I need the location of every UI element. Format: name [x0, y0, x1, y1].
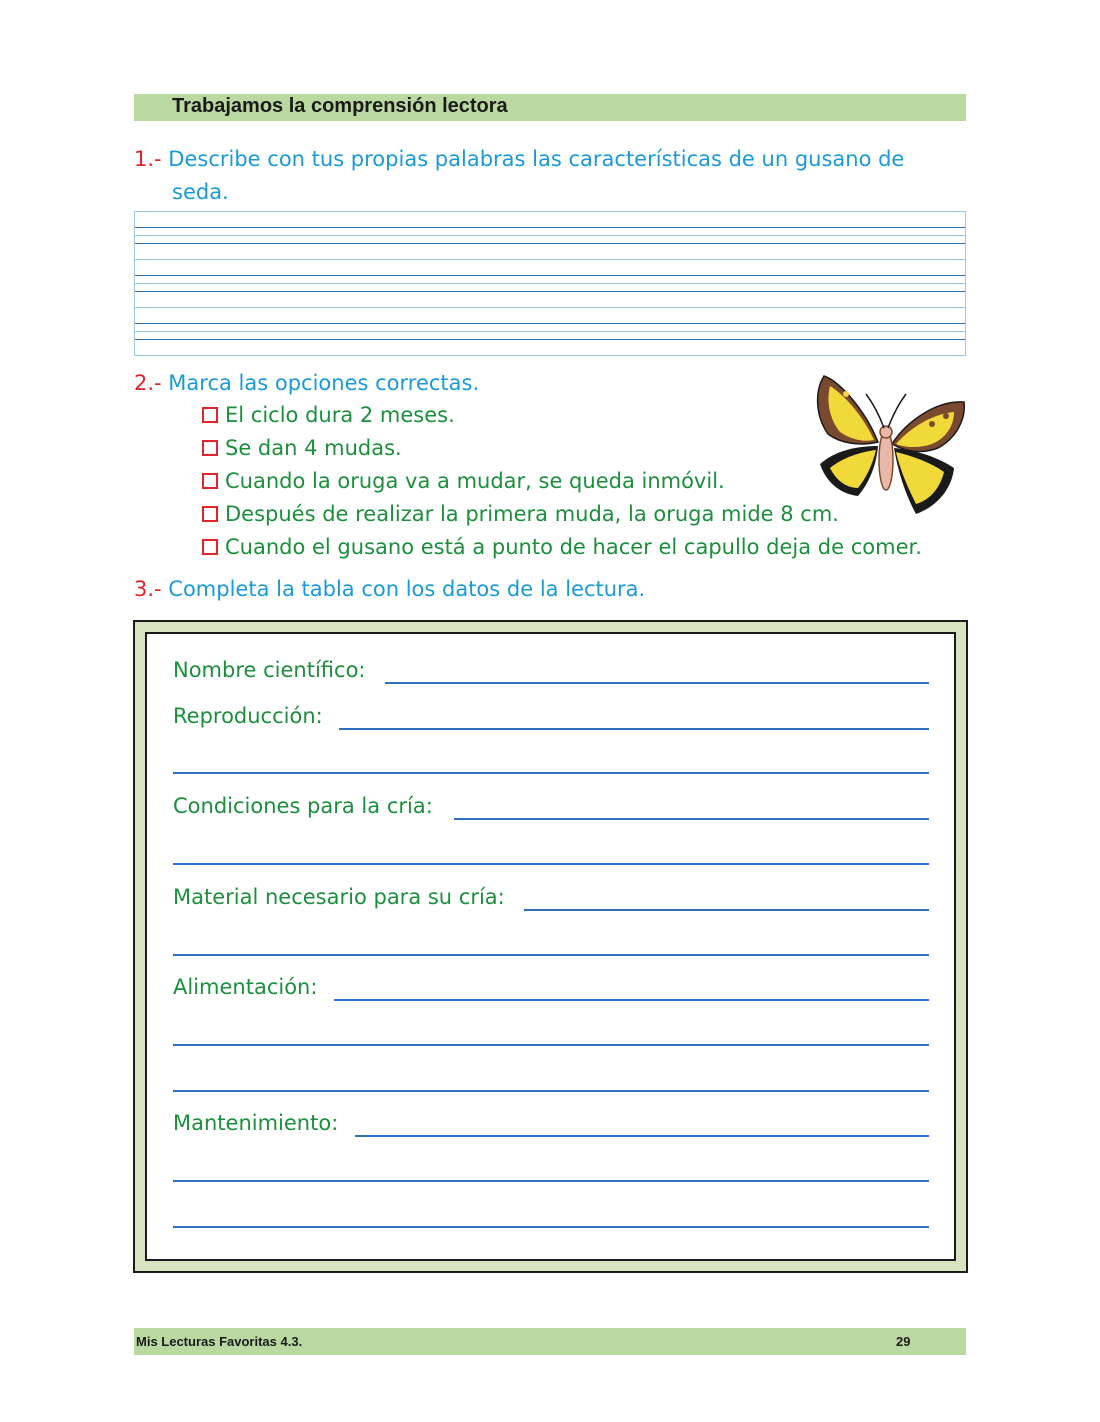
question-3-number: 3.-	[134, 577, 162, 601]
option-label: Cuando el gusano está a punto de hacer el capullo deja de comer.	[225, 535, 922, 559]
writing-guide-line	[135, 259, 965, 260]
option-label: Después de realizar la primera muda, la oruga mide 8 cm.	[225, 502, 839, 526]
answer-line-mantenimiento-2[interactable]	[173, 1180, 929, 1182]
answer-lines-box[interactable]	[134, 211, 966, 356]
answer-line-mantenimiento[interactable]	[355, 1135, 929, 1137]
question-2	[134, 367, 479, 400]
writing-line	[135, 323, 965, 324]
checkbox-icon[interactable]	[202, 506, 218, 522]
question-3	[134, 573, 645, 606]
question-2-number: 2.-	[134, 371, 162, 395]
section-title: Trabajamos la comprensión lectora	[172, 95, 508, 117]
checkbox-icon[interactable]	[202, 407, 218, 423]
writing-line	[135, 243, 965, 244]
answer-line-material-2[interactable]	[173, 954, 929, 956]
writing-line	[135, 339, 965, 340]
question-1-text-line1: Describe con tus propias palabras las características de un gusano de	[161, 147, 905, 171]
answer-line-reproduccion-2[interactable]	[173, 772, 929, 774]
answer-line-material[interactable]	[524, 909, 929, 911]
writing-guide-line	[135, 283, 965, 284]
option-label: Cuando la oruga va a mudar, se queda inmóvil.	[225, 469, 725, 493]
option-label: El ciclo dura 2 meses.	[225, 403, 455, 427]
writing-guide-line	[135, 331, 965, 332]
writing-line	[135, 291, 965, 292]
checkbox-icon[interactable]	[202, 440, 218, 456]
question-2-text: Marca las opciones correctas.	[161, 371, 480, 395]
answer-line-reproduccion[interactable]	[339, 728, 929, 730]
field-label-material: Material necesario para su cría:	[173, 885, 505, 909]
footer-book-title: Mis Lecturas Favoritas 4.3.	[136, 1334, 303, 1349]
question-1-number: 1.-	[134, 147, 162, 171]
field-label-mantenimiento: Mantenimiento:	[173, 1111, 339, 1135]
footer-bar	[134, 1328, 966, 1355]
field-label-condiciones: Condiciones para la cría:	[173, 794, 433, 818]
field-label-reproduccion: Reproducción:	[173, 704, 323, 728]
answer-line-alimentacion-2[interactable]	[173, 1044, 929, 1046]
page-number: 29	[896, 1334, 911, 1349]
question-3-text: Completa la tabla con los datos de la lectura.	[161, 577, 646, 601]
question-1	[134, 143, 954, 209]
option-label: Se dan 4 mudas.	[225, 436, 402, 460]
writing-guide-line	[135, 235, 965, 236]
answer-line-alimentacion[interactable]	[334, 999, 929, 1001]
option-item[interactable]	[202, 531, 922, 564]
writing-line	[135, 227, 965, 228]
data-table-frame	[133, 620, 968, 1273]
answer-line-mantenimiento-3[interactable]	[173, 1226, 929, 1228]
question-1-text-line2: seda.	[172, 180, 229, 204]
answer-line-condiciones-2[interactable]	[173, 863, 929, 865]
field-label-nombre: Nombre científico:	[173, 658, 366, 682]
checkbox-icon[interactable]	[202, 539, 218, 555]
section-header-bar	[134, 94, 966, 121]
writing-guide-line	[135, 307, 965, 308]
answer-line-alimentacion-3[interactable]	[173, 1090, 929, 1092]
writing-line	[135, 275, 965, 276]
answer-line-condiciones[interactable]	[454, 818, 929, 820]
checkbox-icon[interactable]	[202, 473, 218, 489]
answer-line-nombre[interactable]	[385, 682, 929, 684]
field-label-alimentacion: Alimentación:	[173, 975, 318, 999]
butterfly-illustration	[806, 372, 966, 522]
data-table-panel	[145, 632, 956, 1261]
